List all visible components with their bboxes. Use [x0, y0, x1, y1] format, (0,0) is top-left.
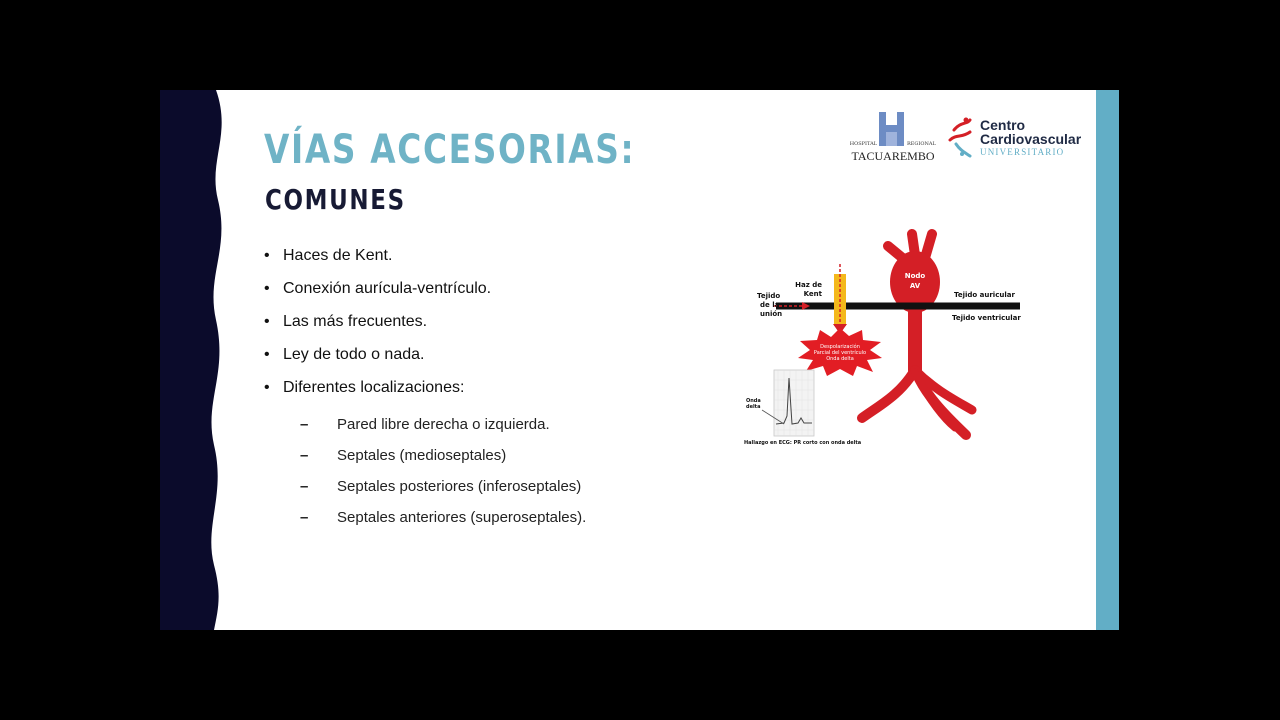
tacuarembo-label: TACUAREMBO: [851, 149, 935, 163]
haz-label-line1: Haz de: [795, 281, 822, 289]
sub-bullet-dash: –: [300, 509, 309, 526]
bullet-list: [264, 246, 491, 411]
onda-label-line2: delta: [746, 404, 761, 410]
star-label-line1: Despolarización: [820, 344, 860, 350]
bullet-text: Las más frecuentes.: [283, 313, 428, 330]
bullet-item: [264, 279, 491, 312]
left-wave-decoration: [160, 90, 240, 630]
bullet-item: [264, 378, 491, 411]
tejido-auricular-label: Tejido auricular: [954, 291, 1015, 299]
sub-bullet-dash: –: [300, 447, 309, 464]
slide-subtitle: COMUNES: [265, 183, 406, 216]
ecg-caption: Hallazgo en ECG: PR corto con onda delta: [744, 440, 862, 446]
sub-bullet-text: Pared libre derecha o izquierda.: [337, 416, 550, 433]
conduction-diagram: [740, 220, 1060, 470]
tejido-ventricular-label: Tejido ventricular: [952, 314, 1021, 322]
centro-cardiovascular-logo: [950, 117, 1082, 157]
tejido-union-line3: unión: [760, 310, 783, 318]
right-accent-bar: [1096, 90, 1119, 630]
bullet-dot: •: [264, 313, 270, 330]
sub-bullet-dash: –: [300, 478, 309, 495]
star-label-line2: Parcial del ventrículo: [813, 350, 867, 356]
tejido-union-line1: Tejido: [757, 292, 781, 300]
sub-bullet-item: [300, 446, 586, 477]
nodo-label-line1: Nodo: [904, 272, 926, 280]
hospital-label: HOSPITAL: [849, 141, 877, 147]
ecg-strip: [774, 370, 814, 436]
universitario-label: UNIVERSITARIO: [980, 147, 1065, 157]
bullet-dot: •: [264, 247, 270, 264]
sub-bullet-text: Septales posteriores (inferoseptales): [337, 478, 582, 495]
sub-bullet-item: [300, 477, 586, 508]
bullet-text: Conexión aurícula-ventrículo.: [283, 280, 492, 297]
slide-title: VÍAS ACCESORIAS:: [264, 127, 636, 173]
star-label-line3: Onda delta: [826, 356, 854, 362]
sub-bullet-item: [300, 508, 586, 539]
sub-bullet-text: Septales (medioseptales): [337, 447, 507, 464]
nodo-label-line2: AV: [909, 282, 921, 290]
cardiovascular-label: Cardiovascular: [980, 131, 1082, 147]
header-logos: [846, 110, 1086, 166]
bullet-dot: •: [264, 280, 270, 297]
haz-label-line2: Kent: [803, 290, 822, 298]
sub-bullet-dash: –: [300, 416, 309, 433]
bullet-text: Diferentes localizaciones:: [283, 379, 465, 396]
conduction-system: [862, 234, 972, 435]
bullet-text: Haces de Kent.: [283, 247, 393, 264]
heart-figure-icon: [950, 118, 970, 157]
sub-bullet-list: [300, 415, 586, 539]
tejido-union-line2: de la: [760, 301, 780, 309]
bullet-item: [264, 345, 491, 378]
slide: [160, 90, 1119, 630]
onda-label-line1: Onda: [746, 398, 761, 404]
bullet-text: Ley de todo o nada.: [283, 346, 425, 363]
bullet-item: [264, 246, 491, 279]
sub-bullet-item: [300, 415, 586, 446]
sub-bullet-text: Septales anteriores (superoseptales).: [337, 509, 587, 526]
bullet-item: [264, 312, 491, 345]
bullet-dot: •: [264, 379, 270, 396]
centro-label: Centro: [980, 117, 1026, 133]
regional-label: REGIONAL: [907, 141, 936, 147]
hospital-tacuarembo-logo: [850, 112, 937, 163]
bullet-dot: •: [264, 346, 270, 363]
